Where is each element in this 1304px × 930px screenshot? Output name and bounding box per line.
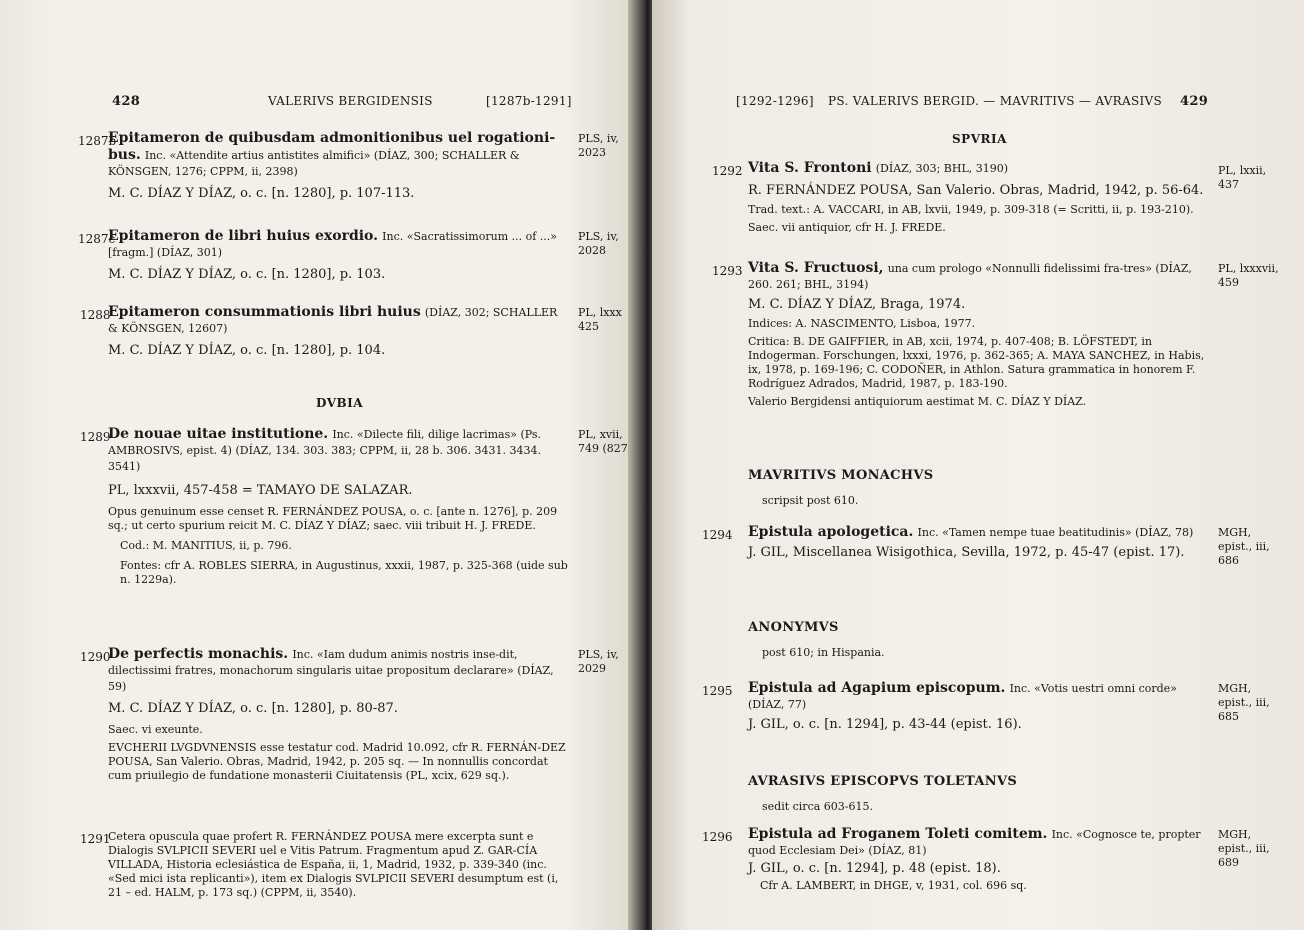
side-reference: MGH, epist., iii, 686	[1218, 526, 1270, 567]
left-range: [1287b-1291]	[486, 94, 572, 108]
right-range: [1292-1296]	[736, 94, 814, 108]
entry-note: Cfr A. LAMBERT, in DHGE, v, 1931, col. 696 sq.	[760, 879, 1027, 892]
entry-body: Inc. «Cognosce te, propter quod Ecclesiam Dei» (DÍAZ, 81)	[748, 828, 1201, 857]
section-heading-spuria: SPVRIA	[952, 132, 1007, 146]
entry-1288	[108, 304, 568, 359]
entry-body: Inc. «Sacratissimorum ... of ...» [fragm.] (DÍAZ, 301)	[108, 230, 558, 259]
entry-1293	[748, 260, 1208, 409]
side-reference: MGH, epist., iii, 685	[1218, 682, 1270, 723]
entry-reference: PL, lxxxvii, 457-458 = TAMAYO DE SALAZAR.	[108, 483, 413, 498]
entry-body: Inc. «Attendite artius antistites almifici» (DÍAZ, 300; SCHALLER & KÖNSGEN, 1276; CPPM, ii, 2398)	[108, 149, 520, 178]
entry-body: una cum prologo «Nonnulli fidelissimi fra-tres» (DÍAZ, 260. 261; BHL, 3194)	[748, 262, 1192, 291]
right-running-title: PS. VALERIVS BERGID. — MAVRITIVS — AVRASIVS	[828, 94, 1163, 108]
entry-body: Inc. «Iam dudum animis nostris inse-dit, dilectissimi fratres, monachorum singularis uitae propositum declarare» (DÍAZ, 59)	[108, 648, 554, 693]
entry-number: 1292	[712, 164, 743, 178]
entry-reference: M. C. DÍAZ Y DÍAZ, o. c. [n. 1280], p. 80-87.	[108, 701, 398, 716]
entry-title: Epistula apologetica.	[748, 524, 914, 540]
entry-number: 1287c	[78, 232, 116, 246]
entry-body: Inc. «Dilecte fili, dilige lacrimas» (Ps. AMBROSIVS, epist. 4) (DÍAZ, 134. 303. 383; CPPM, ii, 28 b. 306. 3431. 3434. 3541)	[108, 428, 542, 473]
side-reference: MGH, epist., iii, 689	[1218, 828, 1270, 869]
entry-indices: Indices: A. NASCIMENTO, Lisboa, 1977.	[748, 317, 976, 330]
entry-1295	[748, 680, 1208, 733]
entry-title: De perfectis monachis.	[108, 646, 289, 662]
entry-reference: J. GIL, o. c. [n. 1294], p. 48 (epist. 18).	[748, 861, 1001, 876]
entry-title: Epitameron de quibusdam admonitionibus uel rogationi-bus.	[108, 130, 556, 163]
entry-body: Inc. «Votis uestri omni corde» (DÍAZ, 77)	[748, 682, 1177, 711]
right-folio: 429	[1180, 94, 1209, 109]
entry-1287b	[108, 130, 568, 202]
entry-number: 1291	[80, 832, 111, 846]
entry-note: Saec. vii antiquior, cfr H. J. FREDE.	[748, 221, 946, 234]
entry-1287c	[108, 228, 568, 283]
entry-title: Vita S. Fructuosi,	[748, 260, 884, 276]
right-page	[652, 0, 1304, 930]
entry-number: 1293	[712, 264, 743, 278]
entry-title: Epistula ad Agapium episcopum.	[748, 680, 1006, 696]
entry-codices: Cod.: M. MANITIUS, ii, p. 796.	[120, 539, 292, 552]
entry-1292	[748, 160, 1208, 235]
entry-reference: M. C. DÍAZ Y DÍAZ, o. c. [n. 1280], p. 103.	[108, 267, 386, 282]
entry-critica: Critica: B. DE GAIFFIER, in AB, xcii, 1974, p. 407-408; B. LÖFSTEDT, in Indogerman. Forschungen, lxxxi, 1976, p. 362-365; A. MAYA SANCHEZ, in Habis, ix, 1978, p. 169-196; C. CODOÑER, in Athlon. Satura grammatica in honorem F. Rodríguez Adrados, Madrid, 1987, p. 183-190.	[748, 335, 1205, 390]
left-running-title: VALERIVS BERGIDENSIS	[268, 94, 433, 108]
entry-number: 1289	[80, 430, 111, 444]
section-heading-dubia: DVBIA	[316, 396, 364, 410]
author-heading: MAVRITIVS MONACHVS	[748, 468, 934, 483]
side-reference: PLS, iv, 2029	[578, 648, 619, 675]
entry-number: 1294	[702, 528, 733, 542]
author-heading: AVRASIVS EPISCOPVS TOLETANVS	[748, 774, 1018, 789]
entry-reference: M. C. DÍAZ Y DÍAZ, o. c. [n. 1280], p. 104.	[108, 343, 386, 358]
entry-number: 1296	[702, 830, 733, 844]
left-folio: 428	[112, 94, 141, 109]
entry-body: (DÍAZ, 303; BHL, 3190)	[875, 162, 1009, 175]
side-reference: PL, lxxx 425	[578, 306, 622, 333]
author-date: sedit circa 603-615.	[762, 800, 873, 813]
entry-1291	[108, 830, 568, 900]
side-reference: PLS, iv, 2028	[578, 230, 619, 257]
entry-title: Vita S. Frontoni	[748, 160, 872, 176]
entry-number: 1290	[80, 650, 111, 664]
entry-tradition: Trad. text.: A. VACCARI, in AB, lxvii, 1949, p. 309-318 (= Scritti, ii, p. 193-210).	[748, 203, 1194, 216]
entry-title: De nouae uitae institutione.	[108, 426, 329, 442]
entry-1289	[108, 426, 568, 587]
entry-number: 1288	[80, 308, 111, 322]
entry-reference: J. GIL, o. c. [n. 1294], p. 43-44 (epist. 16).	[748, 717, 1022, 732]
left-page	[0, 0, 640, 930]
entry-1294	[748, 524, 1208, 561]
entry-reference: J. GIL, Miscellanea Wisigothica, Sevilla, 1972, p. 45-47 (epist. 17).	[748, 545, 1185, 560]
entry-reference: R. FERNÁNDEZ POUSA, San Valerio. Obras, Madrid, 1942, p. 56-64.	[748, 183, 1204, 198]
entry-reference: M. C. DÍAZ Y DÍAZ, o. c. [n. 1280], p. 107-113.	[108, 186, 415, 201]
entry-1290	[108, 646, 568, 783]
entry-body: Inc. «Tamen nempe tuae beatitudinis» (DÍAZ, 78)	[917, 526, 1194, 539]
author-date: post 610; in Hispania.	[762, 646, 885, 659]
entry-number: 1295	[702, 684, 733, 698]
entry-title: Epistula ad Froganem Toleti comitem.	[748, 826, 1048, 842]
author-heading: ANONYMVS	[748, 620, 839, 635]
entry-number: 1287b	[78, 134, 117, 148]
entry-body: (DÍAZ, 302; SCHALLER & KÖNSGEN, 12607)	[108, 306, 558, 335]
entry-fontes: Fontes: cfr A. ROBLES SIERRA, in Augustinus, xxxii, 1987, p. 325-368 (uide sub n. 1229a).	[120, 559, 568, 586]
entry-note: Saec. vi exeunte.	[108, 723, 203, 736]
entry-title: Epitameron consummationis libri huius	[108, 304, 421, 320]
entry-reference: M. C. DÍAZ Y DÍAZ, Braga, 1974.	[748, 297, 966, 312]
entry-note: EVCHERII LVGDVNENSIS esse testatur cod. Madrid 10.092, cfr R. FERNÁN-DEZ POUSA, San Valerio. Obras, Madrid, 1942, p. 205 sq. — In nonnullis concordat cum priuilegio de fundatione monasterii Ciuitatensis (PL, xcix, 629 sq.).	[108, 741, 566, 782]
side-reference: PL, xvii, 749 (827	[578, 428, 628, 455]
side-reference: PL, lxxxvii, 459	[1218, 262, 1279, 289]
entry-1296	[748, 826, 1208, 893]
side-reference: PL, lxxii, 437	[1218, 164, 1267, 191]
entry-title: Epitameron de libri huius exordio.	[108, 228, 379, 244]
entry-note: Valerio Bergidensi antiquiorum aestimat M. C. DÍAZ Y DÍAZ.	[748, 395, 1087, 408]
entry-note: Opus genuinum esse censet R. FERNÁNDEZ POUSA, o. c. [ante n. 1276], p. 209 sq.; ut certo spurium reicit M. C. DÍAZ Y DÍAZ; saec. viii tribuit H. J. FREDE.	[108, 505, 558, 532]
author-date: scripsit post 610.	[762, 494, 859, 507]
side-reference: PLS, iv, 2023	[578, 132, 619, 159]
entry-body: Cetera opuscula quae profert R. FERNÁNDEZ POUSA mere excerpta sunt e Dialogis SVLPICII SEVERI uel e Vitis Patrum. Fragmentum apud Z. GAR-CÍA VILLADA, Historia eclesiástica de España, ii, 1, Madrid, 1932, p. 339-340 (inc. «Sed mici ista replicanti»), item ex Dialogis SVLPICII SEVERI desumptum est (i, 21 – ed. HALM, p. 173 sq.) (CPPM, ii, 3540).	[108, 830, 559, 899]
